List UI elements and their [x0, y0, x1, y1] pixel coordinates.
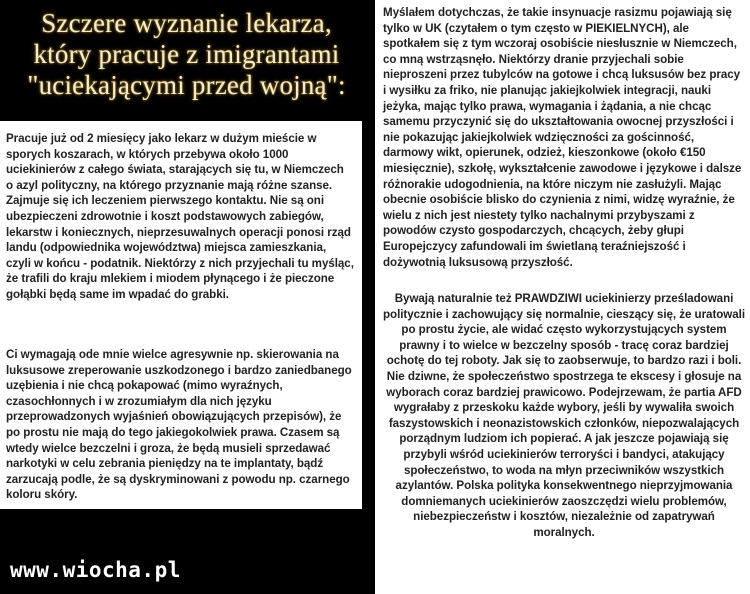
- right-column: [375, 0, 750, 594]
- site-watermark: www.wiocha.pl: [10, 558, 181, 582]
- left-column: [0, 0, 373, 594]
- left-text-panel: [0, 121, 362, 509]
- headline-line-2: który pracuje z imigrantami: [33, 39, 340, 69]
- left-paragraph-2-text: Ci wymagają ode mnie wielce agresywnie np. skierowania na luksusowe zreperowanie uszkodzonego i bardzo zaniedbanego uzębienia i nie chcą pokapować (mimo wyraźnych, czasochłonnych i w zrozumiałym dla nich języku przeprowadzonych wyjaśnień obowiązujących przepisów), że po prostu nie mają do tego jakiegokolwiek prawa. Czasem są wtedy wielce bezczelni i groza, że będą musieli sprzedawać narkotyki w celu zebrania pieniędzy na te implantaty, bądź zarzucają podle, że są dyskryminowani z powodu np. czarnego koloru skóry.: [6, 348, 352, 502]
- headline-line-3: "uciekającymi przed wojną":: [27, 70, 346, 100]
- left-paragraph-2: [6, 347, 356, 503]
- headline: [0, 8, 373, 101]
- left-paragraph-1-text: Pracuje już od 2 miesięcy jako lekarz w dużym mieście w sporych koszarach, w których przebywa około 1000 uciekinierów z całego świata, starających się tu, w Niemczech o azyl polityczny, na którego przyznanie mają różne szanse. Zajmuje się ich leczeniem pierwszego kontaktu. Nie są oni ubezpieczeni zdrowotnie i koszt podstawowych zabiegów, lekarstw i koniecznych, nieprzesuwalnych operacji ponosi rząd landu (odpowiednika województwa) miejsca zamieszkania, czyli w końcu - podatnik. Niektórzy z nich przyjechali tu myśląc, że trafili do kraju mlekiem i miodem płynącego i że pieczone gołąbki będą same im wpadać do grabki.: [6, 132, 354, 301]
- right-paragraph-1-text: Myślałem dotychczas, że takie insynuacje rasizmu pojawiają się tylko w UK (czytałem o tym często w PIEKIELNYCH), ale spotkałem się z tym wczoraj osobiście niesłusznie w Niemczech, co mną wstrząsnęło. Niektórzy dranie przyjechali sobie nieproszeni przez tubylców na gotowe i chcą luksusów bez pracy i wysiłku za friko, nie planując jakiejkolwiek integracji, nauki jeżyka, mając tylko prawa, wymagania i żądania, a nie chcąc samemu przyczynić się do ukształtowania owocnej przyszłości i nie pokazując jakiejkolwiek wdzięczności za gościnność, darmowy wikt, opierunek, odzież, kieszonkowe (około €150 miesięcznie), szkołę, wykształcenie zawodowe i językowe i dalsze różnorakie udogodnienia, na które niczym nie zasłużyli. Mając obecnie osobiście blisko do czynienia z nimi, widzę wyraźnie, że wielu z nich jest niestety tylko nachalnymi przybyszami z powodów czysto gospodarczych, chcących, żeby głupi Europejczycy zafundowali im świetlaną teraźniejszość i dożywotnią luksusową przyszłość.: [383, 6, 742, 269]
- right-paragraph-1: [383, 5, 745, 270]
- right-paragraph-2-text: Bywają naturalnie też PRAWDZIWI uciekinierzy prześladowani politycznie i zachowujący się normalnie, cieszący się, że uratowali po prostu życie, ale widać często wykorzystujących system prawny i to wielce w bezczelny sposób - tracę coraz bardziej ochotę do tej roboty. Jak się to zaobserwuje, to bardzo razi i boli. Nie dziwne, że społeczeństwo spostrzega te ekscesy i głosuje na wyborach coraz bardziej prawicowo. Podejrzewam, że partia AFD wygrałaby z przeskoku każde wybory, jeśli by wywaliła swoich faszystowskich i neonazistowskich członków, niepozwalających porządnym ludziom ich popierać. A jak jeszcze pojawiają się przybyli wśród uciekinierów terroryści i bandyci, atakujący społeczeństwo, to woda na młyn przeciwników wszystkich azylantów. Polska polityka konsekwentnego nieprzyjmowania domniemanych uciekinierów zaoszczędzi wielu problemów, niebezpieczeństw i kosztów, niezależnie od zapatrywań moralnych.: [383, 292, 745, 539]
- left-paragraph-1: [6, 131, 354, 303]
- right-paragraph-2: [383, 291, 745, 541]
- headline-line-1: Szczere wyznanie lekarza,: [41, 8, 332, 38]
